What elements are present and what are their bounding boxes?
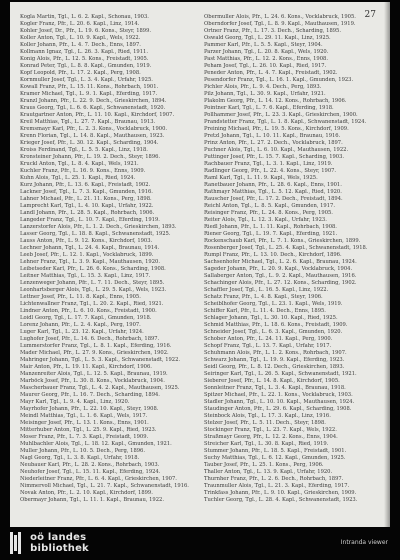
register-entry: Raml Karl, Tgl., L. 11. 9. Kapl., Wels, 1925. xyxy=(204,175,318,181)
register-entry: Seiringer Karl, Tgl., L. 26. 5. Kapl., Schwanenstadt, 1921. xyxy=(204,371,357,377)
register-entry: Schaffler Josef, Tgl., L. 16. 5. Kapl., Linz, 1922. xyxy=(204,287,329,293)
register-entry: Lindner Anton, Pfr., L. 6. 10. Kons., Freistadt, 1900. xyxy=(20,308,157,314)
register-entry: Kreil Matthias, Tgl., L. 27. 7. Kapl., Braunau, 1913. xyxy=(20,119,156,125)
scanned-page xyxy=(10,2,390,527)
logo-bar-icon xyxy=(14,535,17,551)
register-entry: Nagl Georg, Tgl., L. 3. 8. Kapl., Urfahr, 1918. xyxy=(20,455,140,461)
register-entry: Schmid Matthias, Pfr., L. 18. 6. Kons., Freistadt, 1909. xyxy=(204,322,348,328)
register-entry: Riedl Johann, Pfr., L. 1. 11. Kapl., Rohrbach, 1908. xyxy=(204,224,337,230)
register-entry: Koller Johann, Pfr., L. 4. 7. Dech., Enns, 1897. xyxy=(20,42,141,48)
register-entry: Steinbock Alois, Tgl., L. 17. 3. Kapl., Linz, 1916. xyxy=(204,413,331,419)
register-entry: Streicher Karl, Tgl., L. 30. 8. Kapl., Ried, 1919. xyxy=(204,441,329,447)
register-entry: Stockinger Franz, Tgl., L. 23. 7. Kapl., Wels, 1922. xyxy=(204,427,337,433)
register-entry: Mahringer Johann, Tgl., L. 5. 3. Kapl., Schwanenstadt, 1922. xyxy=(20,357,181,363)
register-entry: Ranetbauer Johann, Pfr., L. 28. 6. Kapl., Enns, 1901. xyxy=(204,182,342,188)
viewer-footer xyxy=(0,527,400,560)
register-entry: Spitzer Michael, Pfr., L. 22. 1. Kons., Vocklabruck, 1903. xyxy=(204,392,353,398)
register-entry: Prinz Anton, Pfr., L. 27. 2. Dech., Vocklabruck, 1897. xyxy=(204,140,343,146)
register-entry: Lughofer Josef, Pfr., L. 14. 6. Dech., Rohrbach, 1897. xyxy=(20,336,160,342)
register-entry: Parzer Johann, Tgl., L. 20. 8. Kapl., Wels, 1920. xyxy=(204,49,329,55)
register-entry: Schneider Josef, Tgl., L. 6. 3. Kapl., Gmunden, 1920. xyxy=(204,329,343,335)
library-logo[interactable] xyxy=(10,532,89,554)
register-entry: Neubauer Karl, Pfr., L. 28. 2. Kons., Rohrbach, 1903. xyxy=(20,462,160,468)
register-entry: Rachbauer Franz, Tgl., L. 3. 1. Kapl., Linz, 1919. xyxy=(204,161,333,167)
library-logo-line2: bibliothek xyxy=(30,543,89,554)
register-entry: Oswald Georg, Tgl., L. 29. 11. Kapl., Linz, 1925. xyxy=(204,35,331,41)
register-entry: Koller Anton, Tgl., L. 10. 9. Kapl., Wels, 1922. xyxy=(20,35,141,41)
register-entry: Rumpl Franz, Pfr., L. 13. 10. Dech., Kirchdorf, 1896. xyxy=(204,252,342,258)
register-entry: Loidl Georg, Tgl., L. 17. 7. Kapl., Gmunden, 1918. xyxy=(20,315,152,321)
register-entry: Schlager Johann, Tgl., L. 30. 10. Kapl., Ried, 1925. xyxy=(204,315,338,321)
register-entry: Rathmayr Matthias, Tgl., L. 5. 12. Kapl., Ried, 1920. xyxy=(204,189,342,195)
register-entry: Puttinger Josef, Pfr., L. 15. 7. Kapl., Scharding, 1903. xyxy=(204,154,345,160)
register-entry: Lasser Georg, Tgl., L. 18. 8. Kapl., Schwanenstadt, 1925. xyxy=(20,231,171,237)
register-entry: Leitner Matthias, Tgl., L. 15. 3. Kapl., Linz, 1917. xyxy=(20,273,151,279)
register-entry: Kremsmayr Karl, Pfr., L. 2. 3. Kons., Vocklabruck, 1900. xyxy=(20,126,168,132)
register-entry: Lahner Michael, Pfr., L. 21. 11. Kons., Perg, 1898. xyxy=(20,196,152,202)
register-entry: Kogler Franz, Pfr., L. 20. 6. Kapl., Linz, 1914. xyxy=(20,21,140,27)
register-entry: Neuhofer Josef, Tgl., L. 15. 11. Kapl., Eferding, 1924. xyxy=(20,469,161,475)
register-entry: Kramer Michael, Tgl., L. 9. 1. Kapl., Eferding, 1917. xyxy=(20,91,158,97)
register-entry: Maurer Georg, Pfr., L. 16. 7. Dech., Scharding, 1894. xyxy=(20,392,160,398)
register-entry: Muller Johann, Pfr., L. 10. 5. Dech., Perg, 1896. xyxy=(20,448,145,454)
register-entry: Sageder Johann, Pfr., L. 20. 9. Kapl., Vocklabruck, 1904. xyxy=(204,266,353,272)
register-entry: Landl Johann, Pfr., L. 28. 5. Kapl., Rohrbach, 1906. xyxy=(20,210,155,216)
page-number: 27 xyxy=(364,10,376,20)
register-entry: Pretzl Johann, Tgl., L. 10. 11. Kapl., Braunau, 1916. xyxy=(204,133,341,139)
register-entry: Radlinger Georg, Pfr., L. 22. 4. Kons., Steyr, 1907. xyxy=(204,168,337,174)
register-entry: Kranzl Johann, Pfr., L. 22. 9. Dech., Grieskirchen, 1894. xyxy=(20,98,167,104)
right-column xyxy=(204,14,380,504)
register-entry: Sieberer Josef, Pfr., L. 14. 8. Kapl., Kirchdorf, 1905. xyxy=(204,378,340,384)
register-entry: Lichtenwallner Franz, Tgl., L. 20. 2. Kapl., Ried, 1921. xyxy=(20,301,164,307)
register-entry: Preining Michael, Pfr., L. 19. 5. Kons., Kirchdorf, 1909. xyxy=(204,126,349,132)
register-entry: Leonhartsberger Alois, Tgl., L. 29. 5. Kapl., Wels, 1923. xyxy=(20,287,167,293)
register-entry: Obermayr Johann, Tgl., L. 11. 1. Kapl., Braunau, 1922. xyxy=(20,497,164,503)
register-entry: Kuchler Franz, Pfr., L. 16. 9. Kons., Enns, 1909. xyxy=(20,168,146,174)
register-entry: Stelzer Josef, Pfr., L. 5. 11. Dech., Steyr, 1898. xyxy=(204,420,326,426)
register-entry: Mader Michael, Pfr., L. 27. 9. Kons., Grieskirchen, 1902. xyxy=(20,350,169,356)
register-entry: Kollmann Ignaz, Tgl., L. 26. 3. Kapl., Ried, 1911. xyxy=(20,49,148,55)
register-entry: Rosenberger Josef, Tgl., L. 25. 4. Kapl., Schwanenstadt, 1918. xyxy=(204,245,368,251)
register-entry: Lummerstorfer Franz, Tgl., L. 8. 1. Kapl., Eferding, 1916. xyxy=(20,343,172,349)
register-entry: Tauber Josef, Pfr., L. 25. 1. Kons., Perg, 1906. xyxy=(204,462,324,468)
register-entry: Nimmervoll Michael, Tgl., L. 21. 7. Kapl., Schwanenstadt, 1916. xyxy=(20,483,189,489)
register-entry: Schuhmann Alois, Pfr., L. 1. 2. Kons., Rohrbach, 1907. xyxy=(204,350,347,356)
register-entry: Sonnleitner Franz, Tgl., L. 3. 4. Kapl., Braunau, 1918. xyxy=(204,385,346,391)
register-entry: Kornmuller Josef, Tgl., L. 3. 4. Kapl., Urfahr, 1925. xyxy=(20,77,153,83)
register-entry: Schiffer Karl, Pfr., L. 11. 4. Dech., Enns, 1895. xyxy=(204,308,326,314)
register-entry: Reichl Anton, Tgl., L. 8. 5. Kapl., Gmunden, 1917. xyxy=(204,203,335,209)
register-entry: Mitterhuber Anton, Tgl., L. 25. 9. Kapl., Ried, 1923. xyxy=(20,427,157,433)
register-entry: Novak Anton, Pfr., L. 2. 10. Kapl., Kirchdorf, 1899. xyxy=(20,490,153,496)
register-entry: Riener Georg, Tgl., L. 19. 7. Kapl., Eferding, 1921. xyxy=(204,231,338,237)
register-entry: Mayrhofer Johann, Pfr., L. 22. 10. Kapl., Steyr, 1908. xyxy=(20,406,159,412)
register-entry: Pesendorfer Franz, Tgl., L. 16. 1. Kapl., Gmunden, 1923. xyxy=(204,77,354,83)
register-entry: Lauss Anton, Pfr., L. 9. 12. Kons., Kirchdorf, 1903. xyxy=(20,238,153,244)
register-entry: Kopf Leopold, Pfr., L. 17. 2. Kapl., Perg, 1908. xyxy=(20,70,141,76)
register-entry: Lechner Johann, Tgl., L. 24. 4. Kapl., Braunau, 1914. xyxy=(20,245,160,251)
library-logo-text xyxy=(30,532,89,554)
register-entry: Kronsteiner Johann, Pfr., L. 19. 2. Dech., Steyr, 1896. xyxy=(20,154,161,160)
register-entry: Kowall Franz, Pfr., L. 15. 11. Kons., Rohrbach, 1901. xyxy=(20,84,159,90)
register-entry: Marböck Josef, Pfr., L. 30. 8. Kons., Vocklabruck, 1904. xyxy=(20,378,165,384)
register-entry: Konig Alois, Pfr., L. 12. 5. Kons., Freistadt, 1905. xyxy=(20,56,149,62)
register-entry: Lettner Josef, Pfr., L. 11. 8. Kapl., Enns, 1905. xyxy=(20,294,141,300)
register-entry: Leibetseder Karl, Pfr., L. 26. 6. Kons., Scharding, 1908. xyxy=(20,266,166,272)
register-entry: Schober Anton, Pfr., L. 24. 11. Kapl., Perg, 1900. xyxy=(204,336,333,342)
register-entry: Reisinger Franz, Pfr., L. 24. 8. Kons., Perg, 1905. xyxy=(204,210,333,216)
register-entry: Kroiss Ferdinand, Tgl., L. 5. 5. Kapl., Linz, 1918. xyxy=(20,147,148,153)
register-entry: Leeb Josef, Pfr., L. 12. 1. Kapl., Vocklabruck, 1899. xyxy=(20,252,154,258)
register-entry: Past Matthias, Pfr., L. 12. 2. Kons., Enns, 1908. xyxy=(204,56,328,62)
register-entry: Manzenreiter Alois, Tgl., L. 12. 5. Kapl., Braunau, 1919. xyxy=(20,371,168,377)
register-entry: Lenzenweger Johann, Pfr., L. 7. 11. Dech., Steyr, 1895. xyxy=(20,280,165,286)
register-entry: Pilz Johann, Tgl., L. 30. 9. Kapl., Urfahr, 1921. xyxy=(204,91,326,97)
register-entry: Meisinger Josef, Pfr., L. 13. 1. Kons., Enns, 1901. xyxy=(20,420,149,426)
register-entry: Schwarz Johann, Tgl., L. 19. 9. Kapl., Eferding, 1923. xyxy=(204,357,345,363)
register-entry: Thurnher Franz, Pfr., L. 2. 6. Dech., Rohrbach, 1897. xyxy=(204,476,344,482)
register-entry: Moser Franz, Pfr., L. 7. 3. Kapl., Freistadt, 1909. xyxy=(20,434,149,440)
register-entry: Stadler Johann, Tgl., L. 10. 10. Kapl., Mauthausen, 1924. xyxy=(204,399,355,405)
register-entry: Langeder Franz, Tgl., L. 10. 7. Kapl., Eferding, 1919. xyxy=(20,217,160,223)
register-entry: Peham Josef, Tgl., L. 26. 10. Kapl., Ried, 1917. xyxy=(204,63,327,69)
register-entry: Kuhn Alois, Tgl., L. 25. 1. Kapl., Ried, 1924. xyxy=(20,175,136,181)
register-entry: Kohler Josef, Dr., Pfr., L. 19. 6. Kons., Steyr, 1899. xyxy=(20,28,152,34)
register-entry: Pichler Alois, Pfr., L. 9. 4. Dech., Perg, 1893. xyxy=(204,84,322,90)
register-entry: Lorenz Johann, Pfr., L. 2. 4. Kapl., Perg, 1907. xyxy=(20,322,141,328)
register-entry: Pointner Karl, Tgl., L. 7. 6. Kapl., Eferding, 1918. xyxy=(204,105,334,111)
register-entry: Plakolm Georg, Pfr., L. 14. 12. Kons., Rohrbach, 1906. xyxy=(204,98,347,104)
register-entry: Kraus Georg, Tgl., L. 6. 6. Kapl., Schwanenstadt, 1920. xyxy=(20,105,166,111)
register-entry: Sallaberger Anton, Tgl., L. 9. 2. Kapl., Mauthausen, 1916. xyxy=(204,273,357,279)
register-entry: Krieger Josef, Pfr., L. 30. 12. Kapl., Scharding, 1904. xyxy=(20,140,159,146)
register-entry: Kruckl Anton, Tgl., L. 8. 4. Kapl., Wels, 1921. xyxy=(20,161,139,167)
register-entry: Obermuller Alois, Pfr., L. 24. 6. Kons., Vocklabruck, 1905. xyxy=(204,14,356,20)
register-entry: Kogla Martin, Tgl., L. 6. 2. Kapl., Schonau, 1903. xyxy=(20,14,149,20)
register-entry: Lehner Franz, Tgl., L. 3. 9. Kapl., Mauthausen, 1920. xyxy=(20,259,160,265)
register-entry: Thaller Anton, Tgl., L. 13. 9. Kapl., Urfahr, 1920. xyxy=(204,469,333,475)
register-entry: Tuchler Georg, Tgl., L. 28. 4. Kapl., Schwanenstadt, 1923. xyxy=(204,497,358,503)
register-entry: Pammer Karl, Pfr., L. 5. 5. Kapl., Steyr, 1904. xyxy=(204,42,323,48)
register-entry: Mascherbauer Franz, Tgl., L. 4. 2. Kapl., Mauthausen, 1925. xyxy=(20,385,180,391)
register-entry: Scheiblhofer Georg, Tgl., L. 23. 1. Kapl., Wels, 1919. xyxy=(204,301,343,307)
register-entry: Muhlbachler Alois, Tgl., L. 18. 12. Kapl., Gmunden, 1921. xyxy=(20,441,172,447)
register-entry: Stummer Johann, Pfr., L. 18. 5. Kapl., Freistadt, 1901. xyxy=(204,448,347,454)
register-entry: Sachsenhofer Michael, Tgl., L. 2. 6. Kapl., Braunau, 1924. xyxy=(204,259,357,265)
register-entry: Puchner Alois, Tgl., L. 6. 10. Kapl., Mauthausen, 1922. xyxy=(204,147,349,153)
register-entry: Lamprecht Karl, Tgl., L. 4. 10. Kapl., Urfahr, 1922. xyxy=(20,203,154,209)
register-entry: Meindl Matthias, Tgl., L. 1. 6. Kapl., Wels, 1917. xyxy=(20,413,148,419)
register-entry: Staudinger Anton, Pfr., L. 29. 6. Kapl., Scharding, 1908. xyxy=(204,406,352,412)
register-entry: Schachinger Alois, Pfr., L. 27. 12. Kons., Scharding, 1902. xyxy=(204,280,357,286)
register-entry: Peneder Anton, Pfr., L. 4. 7. Kapl., Freistadt, 1902. xyxy=(204,70,338,76)
viewer-credit-link[interactable]: Intranda viewer xyxy=(340,539,388,546)
register-entry: Schatz Franz, Pfr., L. 4. 8. Kapl., Steyr, 1906. xyxy=(204,294,323,300)
register-entry: Luger Karl, Tgl., L. 23. 12. Kapl., Urfahr, 1924. xyxy=(20,329,144,335)
register-entry: Lackner Josef, Tgl., L. 7. 3. Kapl., Gmunden, 1916. xyxy=(20,189,153,195)
register-entry: Seidl Georg, Pfr., L. 8. 12. Dech., Grieskirchen, 1893. xyxy=(204,364,345,370)
register-entry: Schopf Franz, Tgl., L. 13. 7. Kapl., Urfahr, 1917. xyxy=(204,343,332,349)
register-entry: Krenn Florian, Tgl., L. 14. 8. Kapl., Mauthausen, 1923. xyxy=(20,133,165,139)
register-entry: Trinkfass Johann, Pfr., L. 9. 10. Kapl., Grieskirchen, 1909. xyxy=(204,490,357,496)
register-entry: Suchy Matthias, Tgl., L. 6. 12. Kapl., Gmunden, 1925. xyxy=(204,455,346,461)
register-entry: Oberndorfer Josef, Tgl., L. 8. 9. Kapl., Mauthausen, 1919. xyxy=(204,21,356,27)
register-entry: Traunmuller Alois, Tgl., L. 21. 3. Kapl., Eferding, 1917. xyxy=(204,483,350,489)
register-entry: Mayr Karl, Tgl., L. 9. 4. Kapl., Linz, 1920. xyxy=(20,399,130,405)
library-logo-line1: oö landes xyxy=(30,532,87,543)
register-entry: Niederleitner Franz, Pfr., L. 6. 4. Kapl., Grieskirchen, 1907. xyxy=(20,476,177,482)
register-entry: Ortner Franz, Pfr., L. 17. 3. Dech., Scharding, 1895. xyxy=(204,28,341,34)
register-entry: Mair Anton, Pfr., L. 19. 11. Kapl., Kirchdorf, 1906. xyxy=(20,364,152,370)
register-entry: Krautgartner Anton, Pfr., L. 11. 10. Kapl., Kirchdorf, 1907. xyxy=(20,112,175,118)
register-entry: Rauscher Josef, Pfr., L. 17. 2. Dech., Freistadt, 1894. xyxy=(204,196,343,202)
register-entry: Konrad Peter, Tgl., L. 8. 8. Kapl., Gmunden, 1919. xyxy=(20,63,152,69)
register-entry: Lanzerstorfer Alois, Pfr., L. 1. 2. Dech., Grieskirchen, 1893. xyxy=(20,224,177,230)
register-entry: Kurz Johann, Pfr., L. 13. 6. Kapl., Freistadt, 1902. xyxy=(20,182,151,188)
register-entry: Straßmayr Georg, Pfr., L. 12. 2. Kons., Enns, 1904. xyxy=(204,434,338,440)
logo-bar-icon xyxy=(10,532,13,554)
register-entry: Prandstetter Franz, Tgl., L. 1. 8. Kapl., Schwanenstadt, 1924. xyxy=(204,119,367,125)
register-entry: Rockenschaub Karl, Pfr., L. 7. 1. Kons., Grieskirchen, 1899. xyxy=(204,238,361,244)
register-entry: Reiter Alois, Tgl., L. 12. 3. Kapl., Urfahr, 1923. xyxy=(204,217,327,223)
register-entry: Pollhammer Josef, Pfr., L. 23. 3. Kapl., Grieskirchen, 1900. xyxy=(204,112,358,118)
logo-bar-icon xyxy=(18,532,21,554)
left-column xyxy=(20,14,196,504)
